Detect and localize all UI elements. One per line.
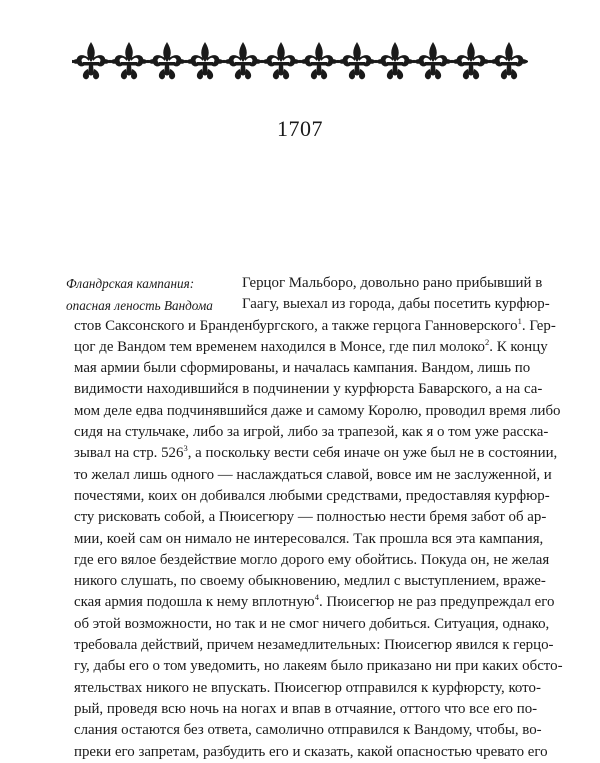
margin-note-line: опасная леность Вандома (66, 297, 213, 313)
chapter-year-heading: 1707 (277, 116, 323, 141)
text-line: Гаагу, выехал из города, дабы посетить курфюр- (242, 296, 550, 313)
margin-note-line: Фландрская кампания: (66, 276, 195, 291)
body-paragraph (74, 273, 563, 763)
footnote-ref[interactable]: 1 (517, 315, 522, 326)
text-line: об этой возможности, но так и не смог ничего добиться. Ситуация, однако, (74, 615, 550, 632)
text-line: почестями, коих он добивался любыми средствами, предоставляя курфюр- (74, 487, 550, 504)
text-line: ская армия подошла к нему вплотную$^4$. Пюисегюр не раз предупреждал его (74, 592, 555, 611)
footnote-ref[interactable]: 3 (183, 443, 188, 454)
footnote-ref[interactable]: 2 (485, 336, 490, 347)
text-line: цог де Вандом тем временем находился в Монсе, где пил молоко$^2$. К концу (74, 336, 548, 355)
footnote-ref[interactable]: 4 (314, 592, 319, 603)
text-line: сту рисковать собой, а Пюисегюру — полностью нести бремя забот об ар- (74, 509, 547, 526)
text-line: преки его запретам, разбудить его и сказать, какой опасностью чревато его (74, 743, 548, 760)
text-line: мом деле едва подчинявшийся даже и самому Королю, проводил время либо (74, 402, 561, 419)
text-line: видимости находившийся в подчинении у курфюрста Баварского, а на са- (74, 381, 543, 398)
text-line: Герцог Мальборо, довольно рано прибывший в (242, 275, 543, 291)
text-line: требовала действий, причем незамедлительных: Пюисегюр явился к герцо- (74, 637, 554, 654)
text-line: мая армии были сформированы, и началась кампания. Вандом, лишь по (74, 360, 531, 377)
text-line: слания остаются без ответа, самолично отправился к Вандому, чтобы, во- (74, 722, 542, 739)
text-line: никого слушать, по своему обыкновению, медлил с выступлением, враже- (74, 573, 546, 590)
text-line: зывал на стр. $526^3$, а поскольку вести себя иначе он уже был не в состоянии, (74, 443, 558, 462)
text-line: рый, проведя всю ночь на ногах и впав в отчаяние, оттого что все его по- (74, 700, 538, 717)
text-line: где его вялое бездействие могло дорого ему обойтись. Покуда он, не желая (74, 551, 550, 568)
text-line: то желал лишь одного — наслаждаться славой, вовсе им не заслуженной, и (74, 466, 552, 483)
fleur-de-lis-ornament-band (72, 38, 528, 84)
text-line: мии, коей сам он нимало не интересовался. Так прошла вся эта кампания, (74, 530, 544, 547)
text-line: стов Саксонского и Бранденбургского, а также герцога Ганноверского$^1$. Гер- (74, 315, 556, 334)
text-line: ятельствах никого не впускать. Пюисегюр отправился к курфюрсту, кото- (74, 679, 541, 696)
text-line: гу, дабы его о том уведомить, но лакеям было приказано ни при каких обсто- (74, 658, 563, 675)
text-line: сидя на стульчаке, либо за игрой, либо за трапезой, как я о том уже расска- (74, 424, 549, 441)
